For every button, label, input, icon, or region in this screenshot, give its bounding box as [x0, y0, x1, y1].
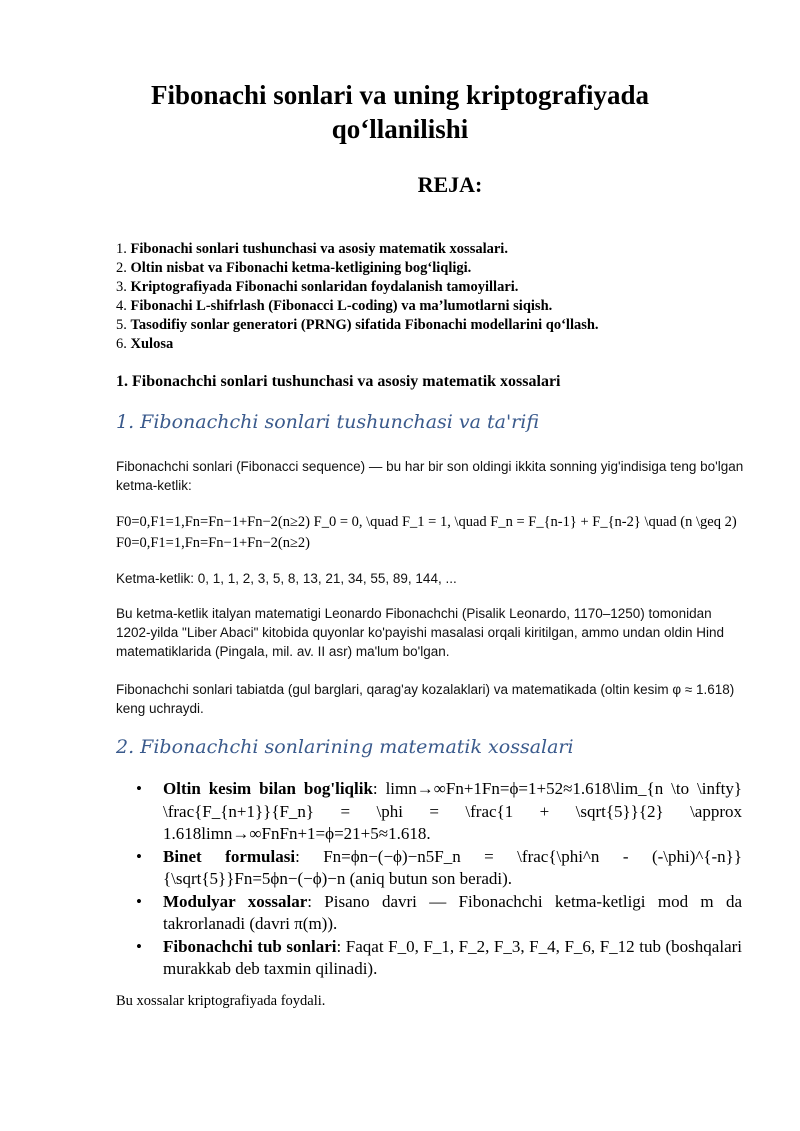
title-line-1: Fibonachi sonlari va uning kriptografiyada [150, 80, 650, 110]
subsection-2-heading: 2. Fibonachchi sonlarining matematik xossalari [116, 736, 574, 758]
plan-item [116, 335, 599, 354]
closing-note: Bu xossalar kriptografiyada foydali. [116, 993, 326, 1009]
section-1-heading: 1. Fibonachchi sonlari tushunchasi va asosiy matematik xossalari [116, 373, 561, 390]
recurrence-formula: F0=0,F1=1,Fn=Fn−1+Fn−2(n≥2) F_0 = 0, \quad F_1 = 1, \quad F_n = F_{n-1} + F_{n-2} \quad (n \geq 2) F0=0,F1=1,Fn=Fn−1+Fn−2(n≥2) [116, 514, 737, 551]
title-line-2: qo‘llanilishi [331, 114, 469, 144]
plan-item [116, 316, 599, 335]
plan-item-text: Xulosa [130, 336, 174, 352]
list-item [136, 891, 742, 936]
list-item [136, 936, 742, 981]
plan-item [116, 259, 599, 278]
plan-list [116, 240, 599, 354]
plan-item-number: 2. [116, 260, 131, 276]
bullet-icon: • [136, 846, 142, 866]
plan-item-number: 5. [116, 317, 131, 333]
plan-item-text: Fibonachi sonlari tushunchasi va asosiy matematik xossalari. [130, 241, 508, 257]
plan-item-text: Kriptografiyada Fibonachi sonlaridan foydalanish tamoyillari. [130, 279, 519, 295]
bullet-icon: • [136, 779, 142, 798]
definition-paragraph: Fibonachchi sonlari (Fibonacci sequence) — bu har bir son oldingi ikkita sonning yig'indisiga teng bo'lgan ketma-ketlik: [116, 459, 744, 493]
nature-paragraph: Fibonachchi sonlari tabiatda (gul barglari, qarag'ay kozalaklari) va matematikada (oltin kesim φ ≈ 1.618) keng uchraydi. [116, 682, 735, 716]
plan-item-number: 3. [116, 279, 131, 295]
list-item-label: Oltin kesim bilan bog'liqlik [163, 779, 373, 798]
bullet-icon: • [136, 936, 142, 956]
plan-item-number: 1. [116, 241, 131, 257]
plan-item [116, 297, 599, 316]
plan-item-text: Oltin nisbat va Fibonachi ketma-ketligining bog‘liqligi. [130, 260, 472, 276]
subsection-1-heading: 1. Fibonachchi sonlari tushunchasi va ta'rifi [116, 411, 540, 433]
sequence-line: Ketma-ketlik: 0, 1, 1, 2, 3, 5, 8, 13, 21, 34, 55, 89, 144, ... [116, 571, 457, 586]
plan-item-text: Fibonachi L-shifrlash (Fibonacci L-coding) va ma’lumotlarni siqish. [130, 298, 553, 314]
list-item-label: Binet formulasi [163, 846, 296, 866]
list-item-text: : limn→∞Fn+1Fn=ϕ=1+52≈1.618\lim_{n \to \infty} \frac{F_{n+1}}{F_n} = \phi = \frac{1 + \sqrt{5}}{2} \approx 1.618limn→∞FnFn+1=ϕ=21+5≈1.618. [163, 779, 742, 843]
plan-item-number: 4. [116, 298, 131, 314]
plan-heading: REJA: [417, 172, 483, 197]
history-paragraph: Bu ketma-ketlik italyan matematigi Leonardo Fibonachchi (Pisalik Leonardo, 1170–1250) tomonidan 1202-yilda "Liber Abaci" kitobida quyonlar ko'payishi masalasi orqali kiritilgan, ammo undan oldin Hind matematiklarida (Pingala, mil. av. II asr) ma'lum bo'lgan. [116, 606, 724, 659]
list-item-text: : Pisano davri — Fibonachchi ketma-ketligi mod m da takrorlanadi (davri π(m)). [163, 891, 742, 933]
properties-list [136, 778, 742, 981]
plan-item [116, 240, 599, 259]
list-item [136, 778, 742, 846]
list-item-text: : Faqat F_0, F_1, F_2, F_3, F_4, F_6, F_12 tub (boshqalari murakkab deb taxmin qilinadi). [163, 936, 742, 978]
list-item [136, 846, 742, 891]
bullet-icon: • [136, 891, 142, 911]
list-item-text: : Fn=ϕn−(−ϕ)−n5F_n = \frac{\phi^n - (-\phi)^{-n}}{\sqrt{5}}Fn=5ϕn−(−ϕ)−n (aniq butun son beradi). [163, 846, 743, 888]
plan-item [116, 278, 599, 297]
list-item-label: Fibonachchi tub sonlari [163, 936, 337, 956]
plan-item-number: 6. [116, 336, 131, 352]
document-title [110, 78, 690, 146]
list-item-label: Modulyar xossalar [163, 891, 308, 911]
plan-item-text: Tasodifiy sonlar generatori (PRNG) sifatida Fibonachi modellarini qo‘llash. [130, 317, 599, 333]
